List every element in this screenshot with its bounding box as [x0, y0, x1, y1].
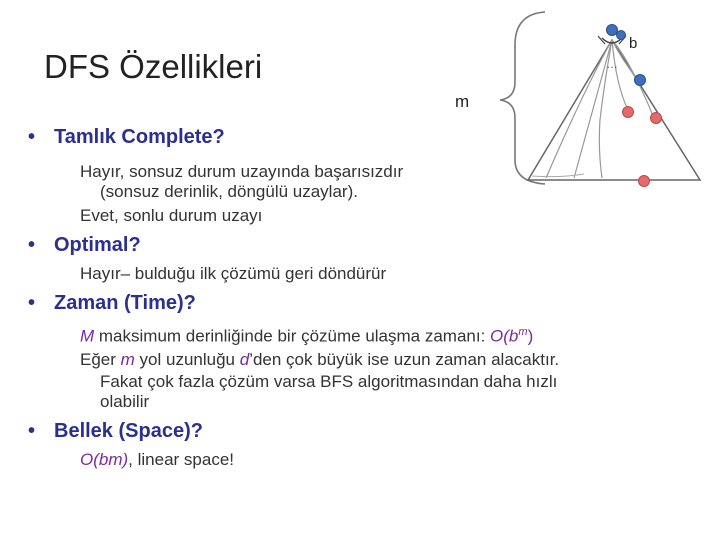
time-close: )	[527, 326, 534, 346]
time-line-4: olabilir	[100, 392, 150, 411]
time-line2-m: m	[120, 350, 135, 369]
tree-branch	[532, 174, 584, 177]
time-line-3: Fakat çok fazla çözüm varsa BFS algoritmasından daha hızlı	[100, 372, 558, 391]
time-text: maksimum derinliğinde bir çözüme ulaşma zamanı:	[94, 326, 491, 346]
bullet-heading: Optimal?	[54, 234, 141, 256]
time-m-var: M	[80, 326, 95, 346]
bullet-heading: Zaman (Time)?	[54, 292, 196, 314]
ellipsis-label: …	[606, 57, 618, 71]
bullet-heading: Bellek (Space)?	[54, 420, 203, 442]
tree-node-blue	[635, 75, 646, 86]
root-node	[607, 25, 618, 36]
complete-line-2: (sonsuz derinlik, döngülü uzaylar).	[100, 182, 358, 201]
time-line2-mid: yol uzunluğu	[134, 350, 240, 369]
time-complexity: O(b	[490, 326, 519, 346]
child-node	[617, 31, 626, 40]
bullet-dot: •	[28, 234, 36, 256]
complete-line-1: Hayır, sonsuz durum uzayında başarısızdır	[80, 162, 404, 181]
depth-brace	[500, 12, 545, 184]
space-complexity: O(bm)	[80, 450, 129, 469]
time-exponent: m	[518, 326, 528, 338]
space-post: , linear space!	[128, 450, 235, 469]
complete-line-3: Evet, sonlu durum uzayı	[80, 206, 263, 225]
depth-label: m	[455, 92, 470, 111]
bullet-heading: Tamlık Complete?	[54, 126, 225, 148]
bullet-dot: •	[28, 126, 36, 148]
branching-label: b	[629, 35, 638, 52]
time-line2-post: ’den çok büyük ise uzun zaman alacaktır.	[249, 350, 560, 369]
tree-node-red	[623, 107, 634, 118]
bullet-dot: •	[28, 420, 36, 442]
tree-branch	[546, 40, 612, 178]
time-line2-pre: Eğer	[80, 350, 121, 369]
tree-node-red	[639, 176, 650, 187]
bullet-dot: •	[28, 292, 36, 314]
optimal-line-1: Hayır– bulduğu ilk çözümü geri döndürür	[80, 264, 387, 283]
time-line2-d: d	[239, 350, 250, 369]
slide-title: DFS Özellikleri	[44, 48, 263, 85]
tree-node-red	[651, 113, 662, 124]
